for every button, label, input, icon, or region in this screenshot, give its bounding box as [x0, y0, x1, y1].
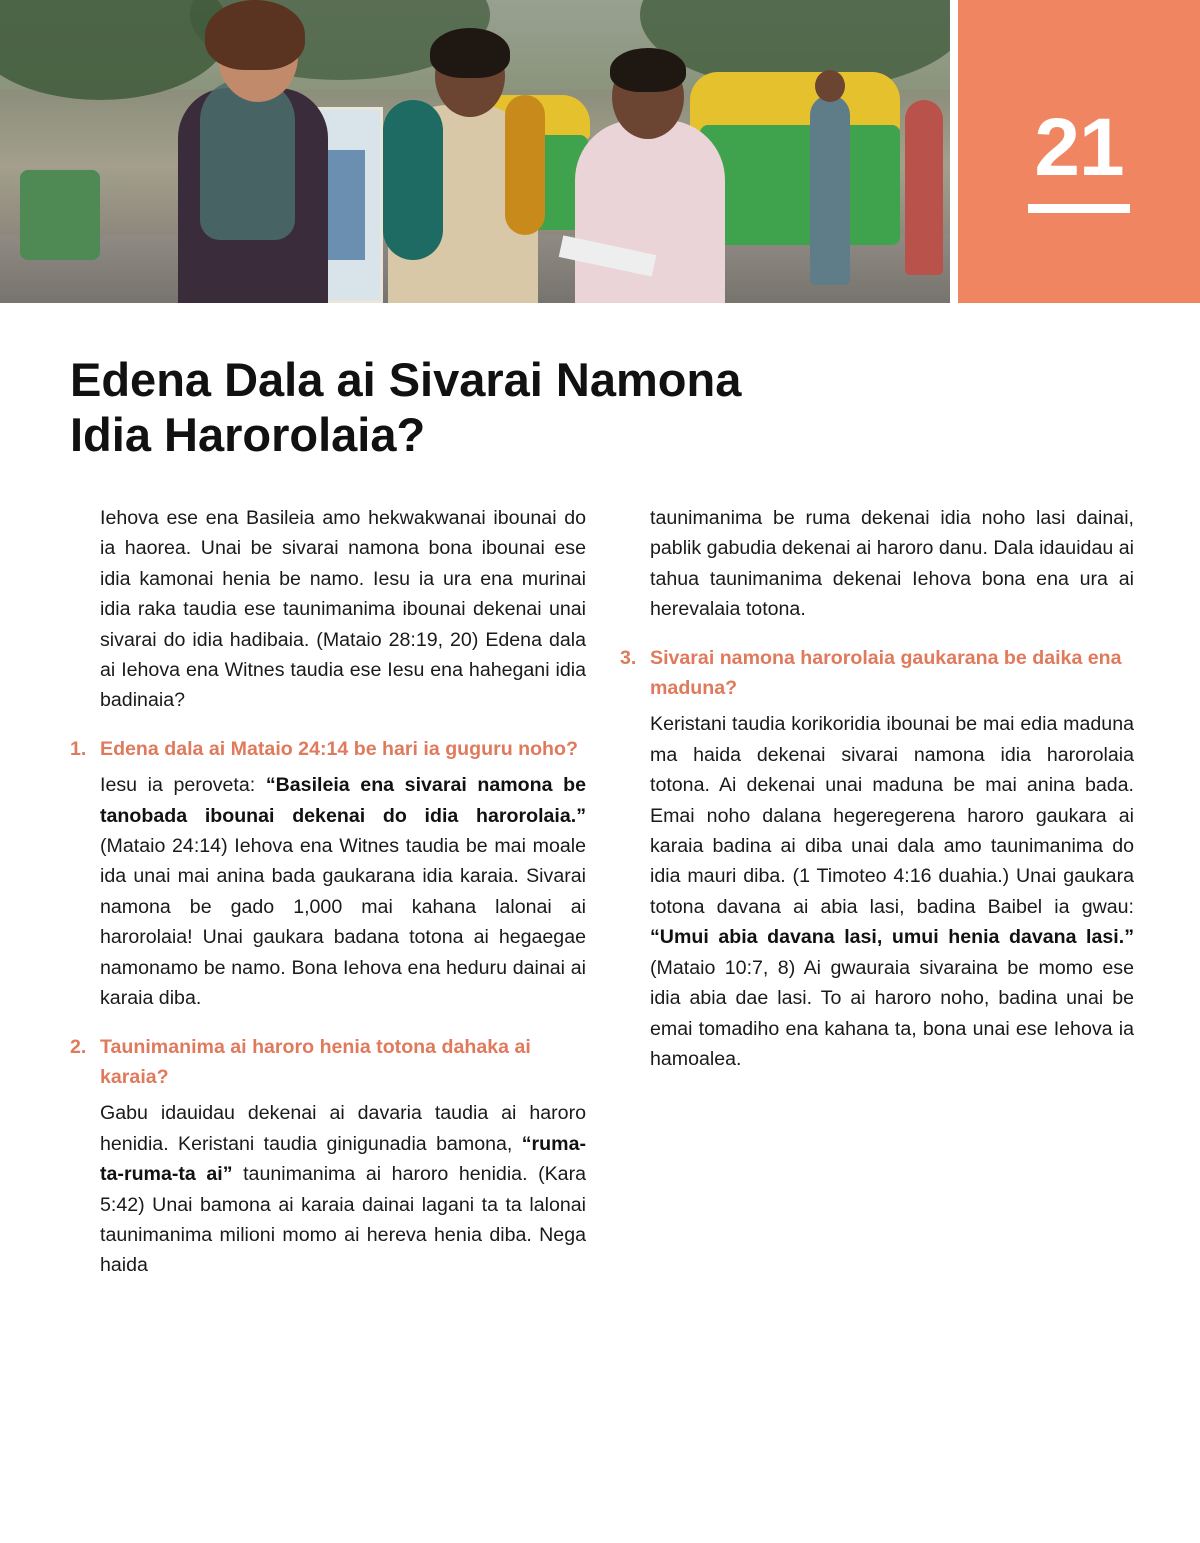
hero-photo	[0, 0, 950, 303]
answer-2-text-a: Gabu idauidau dekenai ai davaria taudia ai haroro henidia. Keristani taudia ginigunadia bamona,	[100, 1102, 586, 1155]
right-column	[620, 503, 1134, 1074]
answer-2-continued: taunimanima be ruma dekenai idia noho lasi dainai, pablik gabudia dekenai ai haroro danu. Dala idauidau ai tahua taunimanima dekenai Iehova bona ena ura ai herevalaia totona.	[650, 507, 1134, 621]
question-3	[620, 643, 1134, 704]
question-2	[70, 1032, 586, 1093]
question-3-text: Sivarai namona harorolaia gaukarana be daika ena maduna?	[650, 646, 1122, 700]
answer-1-text-a: Iesu ia peroveta:	[100, 774, 266, 797]
chapter-number-box	[958, 0, 1200, 303]
answer-1-paragraph	[70, 770, 586, 1013]
answer-1-quote: “Basileia ena sivarai namona be tanobada ibounai dekenai do idia harorolaia.”	[100, 774, 587, 827]
answer-1-text-b: (Mataio 24:14) Iehova ena Witnes taudia be mai moale ida unai mai anina bada gaukarana idia karaia. Sivarai namona be gado 1,000 mai kahana lalonai ai harorolaia! Unai gaukara badana totona ai hegaegae namonamo be namo. Bona Iehova ena heduru dainai ai karaia diba.	[100, 835, 586, 1010]
answer-3-text-b: (Mataio 10:7, 8) Ai gwauraia sivaraina be momo ese idia abia dae lasi. To ai haroro noho, badina unai be emai tomadiho ena kahana ta, bona unai ese Iehova ia hamoalea.	[650, 956, 1134, 1070]
page-title	[70, 352, 890, 462]
title-line-1: Edena Dala ai Sivarai Namona	[70, 353, 742, 406]
chapter-number: 21	[1034, 102, 1124, 193]
answer-2-paragraph	[70, 1098, 586, 1280]
answer-3-quote: “Umui abia davana lasi, umui henia davana lasi.”	[650, 926, 1134, 949]
answer-2-text-b: taunimanima ai haroro henidia. (Kara 5:42) Unai bamona ai karaia dainai lagani ta ta lalonai taunimanima milioni momo ai hereva henia diba. Nega haida	[100, 1163, 587, 1277]
answer-3-text-a: Keristani taudia korikoridia ibounai be mai edia maduna ma haida dekenai sivarai namona idia harorolaia totona. Ai dekenai unai maduna be mai anina bada. Emai noho dalana hegeregerena haroro gaukara ai karaia badina ai diba unai dala amo taunimanima do idia mauri diba. (1 Timoteo 4:16 duahia.) Unai gaukara totona davana ai abia lasi, badina Baibel ia gwau:	[650, 713, 1134, 918]
question-1-number: 1.	[70, 737, 87, 760]
answer-2-quote: “ruma-ta-ruma-ta ai”	[100, 1132, 586, 1186]
question-2-text: Taunimanima ai haroro henia totona dahaka ai karaia?	[100, 1035, 531, 1088]
question-3-number: 3.	[620, 646, 637, 669]
left-column	[70, 503, 586, 1281]
question-1-text: Edena dala ai Mataio 24:14 be hari ia guguru noho?	[100, 737, 578, 760]
answer-3-paragraph	[620, 709, 1134, 1074]
question-1	[70, 734, 586, 764]
title-line-2: Idia Harorolaia?	[70, 408, 426, 461]
chapter-underline	[1028, 204, 1130, 213]
intro-paragraph: Iehova ese ena Basileia amo hekwakwanai ibounai do ia haorea. Unai be sivarai namona bona ibounai ese idia kamonai henia be namo. Iesu ia ura ena murinai idia raka taudia ese taunimanima ibounai dekenai unai sivarai do idia hadibaia. (Mataio 28:19, 20) Edena dala ai Iehova ena Witnes taudia ese Iesu ena hahegani idia badinaia?	[100, 507, 586, 712]
question-2-number: 2.	[70, 1035, 87, 1058]
